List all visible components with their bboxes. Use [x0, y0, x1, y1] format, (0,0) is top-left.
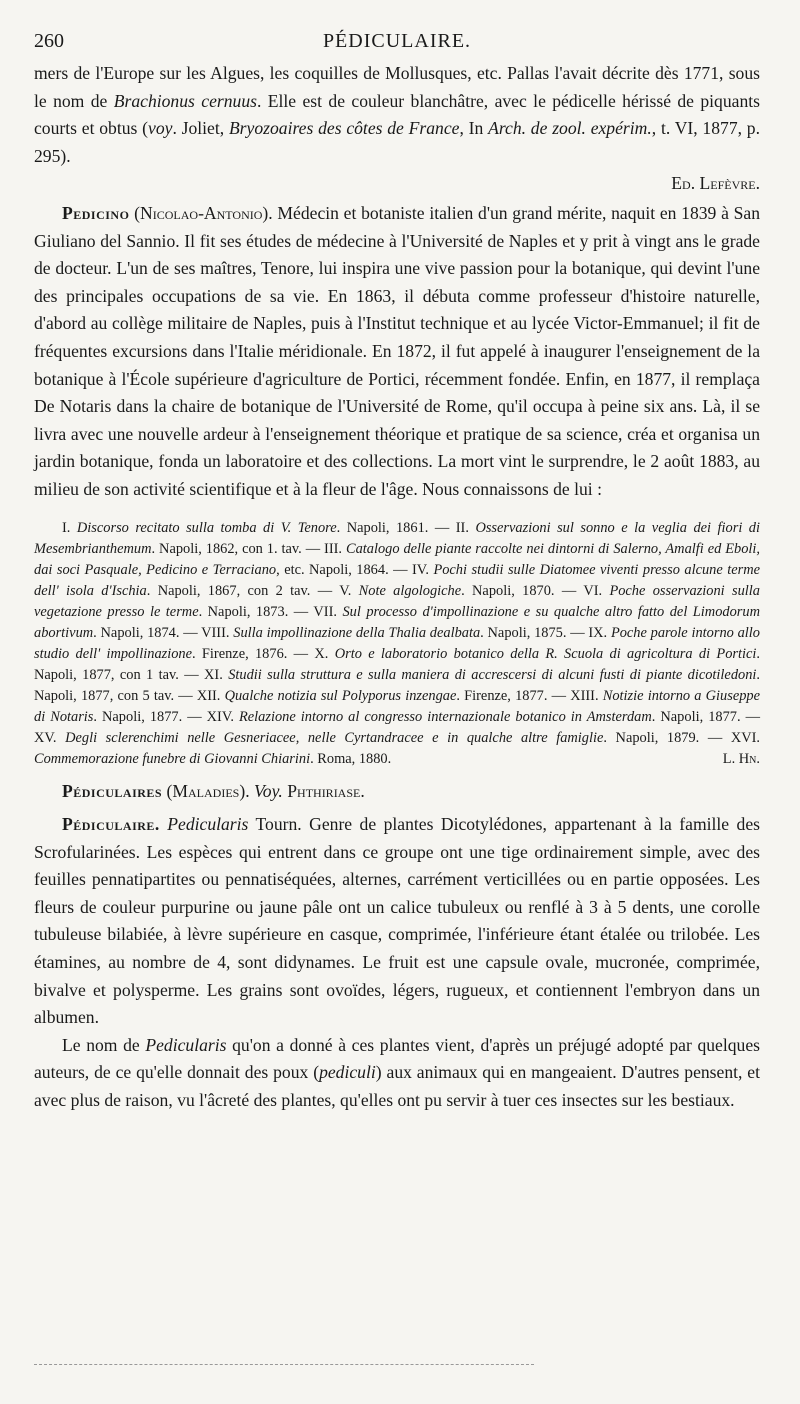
work-item: VIII. Sulla impollinazione della Thalia dealbata. Napoli, 1875. —	[201, 624, 589, 641]
entry-pediculaire	[34, 811, 760, 1032]
headword-pediculaire: Pédiculaire.	[62, 814, 160, 835]
running-title: PÉDICULAIRE.	[322, 30, 472, 52]
work-item: XIV. Relazione intorno al congresso internazionale botanico in Amsterdam. Napoli, 1877. —	[206, 708, 760, 725]
bibliography	[34, 518, 760, 770]
work-item: VII. Sul processo d'impollinazione e su qualche altro fatto del Limodorum abortivum. Napoli, 1874. —	[34, 603, 760, 641]
entry-body: Médecin et botaniste italien d'un grand mérite, naquit en 1839 à San Giuliano del Sannio. Il fit ses études de médecine à l'Université de Naples et y prit à vingt ans le grade de docteur. L'un de ses maîtres, Tenore, lui inspira une vive passion pour la botanique, qui devint l'une des principales occupations de sa vie. En 1863, il débuta comme professeur d'histoire naturelle, d'abord au collège militaire de Naples, puis à l'Institut technique et au lycée Victor-Emmanuel; il fit de fréquentes excursions dans l'Italie méridionale. En 1872, il fut appelé à inaugurer l'enseignement de la botanique à l'École supérieure d'agriculture de Portici, récemment fondée. Enfin, en 1877, il remplaça De Notaris dans la chaire de botanique de l'Université de Rome, qu'il occupa à peine six ans. Là, il se livra avec une nouvelle ardeur à l'enseignement théorique et pratique de sa science, créa et organisa un jardin botanique, fonda un laboratoire et des collections. La mort vint le surprendre, le 2 août 1883, au milieu de son activité scientifique et à la fleur de l'âge. Nous connaissons de lui :	[34, 202, 760, 499]
work-item: III. Catalogo delle piante raccolte nei dintorni di Salerno, Amalfi ed Eboli, dai soci Pasquale, Pedicino e Terraciano, etc. Napoli, 1864. —	[34, 540, 760, 578]
entry-pedicino	[34, 200, 760, 504]
work-item: V. Note algologiche. Napoli, 1870. —	[339, 582, 584, 599]
body-text	[34, 60, 760, 1115]
page-header	[34, 22, 760, 62]
work-item: XI. Studii sulla struttura e sulla maniera di accrescersi di alcuni fusti di piante dicotiledoni. Napoli, 1877, con 5 tav. —	[34, 666, 761, 704]
entry-pediculaires: Pédiculaires (Maladies). Voy. Phthiriase.	[62, 780, 365, 801]
headword-pedicino: Pedicino	[62, 202, 130, 223]
work-item: XVI. Commemorazione funebre di Giovanni Chiarini. Roma, 1880.	[34, 729, 761, 767]
work-item: X. Orto e laboratorio botanico della R. Scuola di agricoltura di Portici. Napoli, 1877, con 1 tav. —	[34, 645, 760, 683]
page-number: 260	[34, 30, 64, 52]
entry-name: (Nicolao-Antonio).	[134, 202, 273, 223]
entry-body: Tourn. Genre de plantes Dicotylédones, appartenant à la famille des Scrofularinées. Les espèces qui entrent dans ce groupe ont une tige ordinairement simple, avec des feuilles pennatipartites ou pennatiséquées, alternes, carrément verticillées ou en partie opposées. Les fleurs de couleur purpurine ou jaune pâle ont un calice tubuleux ou renflé à 3 à 5 dents, une corolle tubuleuse bilabiée, à lèvre supérieure en casque, comprimée, l'inférieure étant étalée ou trilobée. Les étamines, au nombre de 4, sont didynames. Le fruit est une capsule ovale, mucronée, comprimée, bivalve et polysperme. Les grains sont ovoïdes, légers, rugueux, et contiennent l'embryon dans un albumen.	[34, 814, 760, 1028]
work-item: XV. Degli sclerenchimi nelle Gesneriacee, nelle Cyrtandracee e in qualche altre famiglie. Napoli, 1879. —	[34, 729, 731, 746]
work-item: I. Discorso recitato sulla tomba di V. Tenore. Napoli, 1861. —	[62, 519, 456, 536]
entry-pediculaire-paragraph-2: Le nom de Pedicularis qu'on a donné à ces plantes vient, d'après un préjugé adopté par quelques auteurs, de ce qu'elle donnait des poux (pediculi) aux animaux qui en mangeaient. D'autres pensent, et avec plus de raison, vu l'âcreté des plantes, qu'elles ont pu servir à tuer ces insectes sur les bestiaux.	[34, 1034, 761, 1111]
work-item: VI. Poche osservazioni sulla vegetazione presso le terme. Napoli, 1873. —	[34, 582, 760, 620]
headword-pediculaires: Pédiculaires	[62, 780, 163, 801]
work-item: IV. Pochi studii sulle Diatomee viventi presso alcune terme dell' isola d'Ischia. Napoli, 1867, con 2 tav. —	[34, 561, 760, 599]
work-item: XII. Qualche notizia sul Polyporus inzengae. Firenze, 1877. —	[196, 687, 571, 704]
article-signature: Ed. Lefèvre.	[671, 173, 760, 194]
footer-rule	[34, 1364, 534, 1365]
see-reference: Voy.	[254, 780, 283, 801]
paragraph-continuation: mers de l'Europe sur les Algues, les coquilles de Mollusques, etc. Pallas l'avait décrite dès 1771, sous le nom de Brachionus cernuus. Elle est de couleur blanchâtre, avec le pédicelle hérissé de piquants courts et obtus (voy. Joliet, Bryozoaires des côtes de France, In Arch. de zool. expérim., t. VI, 1877, p. 295).	[34, 63, 760, 166]
work-item: IX. Poche parole intorno allo studio dell' impollinazione. Firenze, 1876. —	[34, 624, 760, 662]
work-item: XIII. Notizie intorno a Giuseppe di Notaris. Napoli, 1877. —	[34, 687, 760, 725]
work-item: II. Osservazioni sul sonno e la veglia dei fiori di Mesembrianthemum. Napoli, 1862, con 1. tav. —	[34, 519, 761, 557]
genus-name: Pedicularis	[159, 814, 249, 835]
article-author: L. Hn.	[722, 750, 760, 767]
cross-reference: Phthiriase.	[282, 780, 365, 801]
